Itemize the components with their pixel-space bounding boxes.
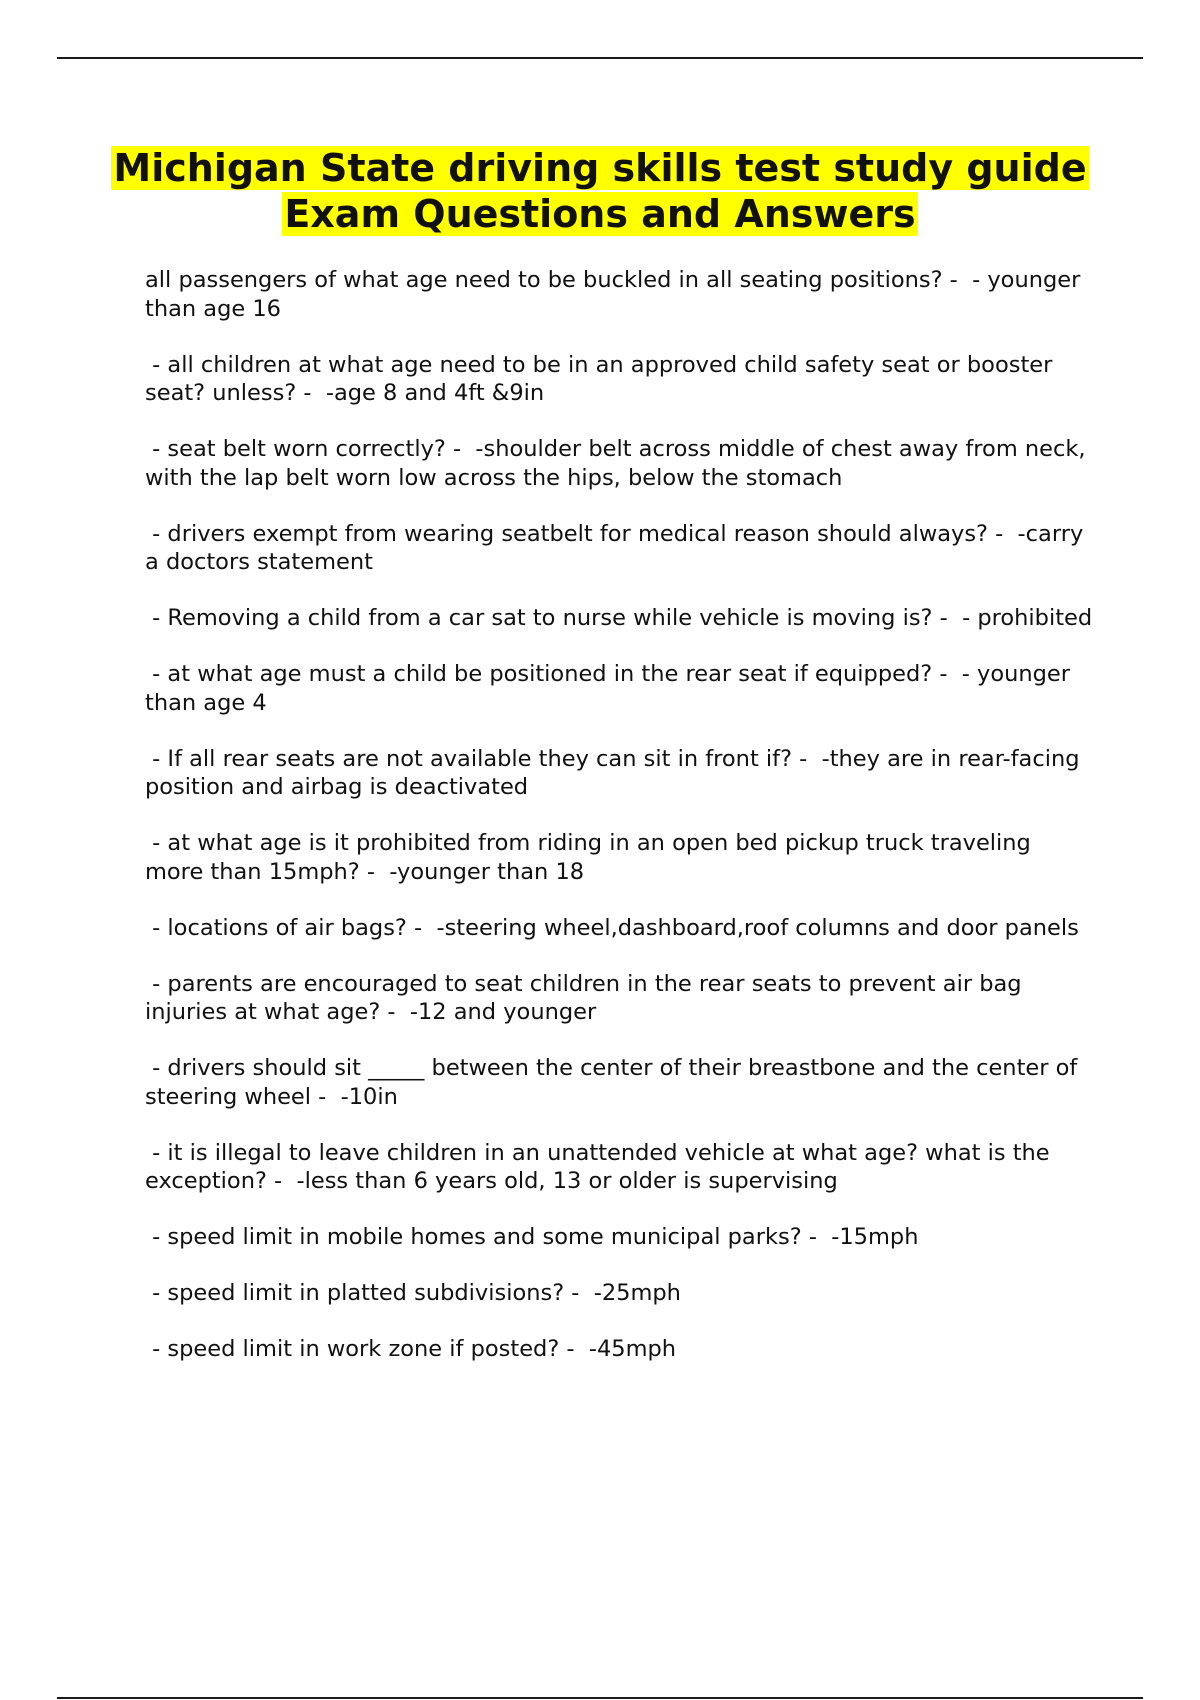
qa-item: - If all rear seats are not available they can sit in front if? - -they are in rear-facing position and airbag is deactivated <box>145 745 1087 800</box>
qa-item: - locations of air bags? - -steering wheel,dashboard,roof columns and door panels <box>145 914 1079 941</box>
qa-item: - speed limit in platted subdivisions? - -25mph <box>145 1280 681 1306</box>
qa-item: - all children at what age need to be in an approved child safety seat or booster seat? unless? - -age 8 and 4ft &9in <box>145 351 1060 406</box>
top-rule <box>57 57 1143 59</box>
qa-item: - speed limit in work zone if posted? - -45mph <box>145 1336 677 1362</box>
qa-item: - Removing a child from a car sat to nurse while vehicle is moving is? - - prohibited <box>145 605 1093 631</box>
qa-item: - parents are encouraged to seat children in the rear seats to prevent air bag injuries at what age? - -12 and younger <box>145 970 1029 1025</box>
qa-list <box>145 266 1095 1391</box>
qa-item: - drivers should sit _____ between the center of their breastbone and the center of steering wheel - -10in <box>145 1055 1085 1110</box>
qa-item: - it is illegal to leave children in an unattended vehicle at what age? what is the exception? - -less than 6 years old, 13 or older is supervising <box>145 1139 1057 1194</box>
qa-item: - seat belt worn correctly? - -shoulder belt across middle of chest away from neck, with the lap belt worn low across the hips, below the stomach <box>145 436 1093 491</box>
bottom-rule <box>57 1697 1143 1699</box>
qa-item: - speed limit in mobile homes and some municipal parks? - -15mph <box>145 1224 919 1250</box>
qa-item: - at what age is it prohibited from riding in an open bed pickup truck traveling more than 15mph? - -younger than 18 <box>145 830 1038 885</box>
qa-item: all passengers of what age need to be buckled in all seating positions? - - younger than age 16 <box>145 267 1088 322</box>
title-block <box>57 145 1143 237</box>
qa-item: - at what age must a child be positioned in the rear seat if equipped? - - younger than age 4 <box>145 661 1078 716</box>
document-title: Michigan State driving skills test study guide Exam Questions and Answers <box>113 146 1087 236</box>
qa-item: - drivers exempt from wearing seatbelt for medical reason should always? - -carry a doctors statement <box>145 520 1091 575</box>
